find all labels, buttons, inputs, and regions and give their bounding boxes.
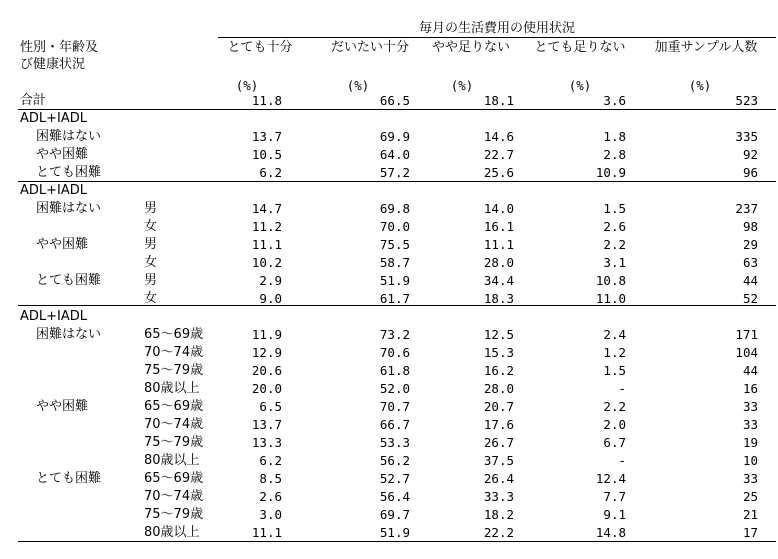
row-label-level3: 80歳以上 (144, 453, 200, 468)
column-header-somewhat-insufficient: やや足りない (431, 40, 510, 55)
row-label-level1: ADL+IADL (20, 309, 88, 324)
cell-very-insufficient: 2.0 (603, 417, 626, 432)
column-group-title: 毎月の生活費用の使用状況 (418, 21, 575, 36)
row-label-level2: やや困難 (36, 147, 89, 162)
cell-weighted-sample: 92 (742, 147, 758, 162)
cell-weighted-sample: 237 (735, 201, 758, 216)
cell-mostly-sufficient: 51.9 (379, 273, 410, 288)
cell-mostly-sufficient: 70.7 (379, 399, 410, 414)
cell-very-sufficient: 9.0 (259, 291, 282, 306)
cell-very-insufficient: 14.8 (595, 525, 626, 540)
cell-weighted-sample: 104 (735, 345, 758, 360)
row-label-level1: ADL+IADL (20, 111, 88, 126)
cell-weighted-sample: 98 (742, 219, 758, 234)
unit-label: (%) (346, 78, 370, 93)
row-label-level3: 65～69歳 (144, 327, 204, 342)
cell-weighted-sample: 44 (742, 273, 758, 288)
cell-weighted-sample: 335 (735, 129, 758, 144)
row-label-level2: 困難はない (36, 327, 102, 342)
row-label-level2: 困難はない (36, 129, 102, 144)
cell-somewhat-insufficient: 22.7 (483, 147, 514, 162)
cell-somewhat-insufficient: 25.6 (483, 165, 514, 180)
cell-very-insufficient: - (618, 381, 626, 396)
cell-very-insufficient: 2.6 (603, 219, 626, 234)
cell-somewhat-insufficient: 34.4 (483, 273, 514, 288)
cell-very-insufficient: 1.8 (603, 129, 626, 144)
cell-very-sufficient: 10.2 (251, 255, 282, 270)
cell-somewhat-insufficient: 28.0 (483, 381, 514, 396)
cell-very-insufficient: 7.7 (603, 489, 626, 504)
row-label-level3: 75～79歳 (144, 363, 204, 378)
cell-mostly-sufficient: 53.3 (379, 435, 410, 450)
cell-mostly-sufficient: 75.5 (379, 237, 410, 252)
section-divider (18, 181, 776, 182)
row-label-level2: 困難はない (36, 201, 102, 216)
cell-very-insufficient: - (618, 453, 626, 468)
cell-very-sufficient: 20.6 (251, 363, 282, 378)
cell-somewhat-insufficient: 16.2 (483, 363, 514, 378)
cell-weighted-sample: 96 (742, 165, 758, 180)
cell-very-insufficient: 6.7 (603, 435, 626, 450)
cell-very-insufficient: 1.5 (603, 363, 626, 378)
cell-very-sufficient: 11.2 (251, 219, 282, 234)
cell-mostly-sufficient: 57.2 (379, 165, 410, 180)
unit-label: (%) (235, 78, 259, 93)
unit-label: (%) (688, 78, 712, 93)
cell-very-insufficient: 12.4 (595, 471, 626, 486)
row-label-level1: ADL+IADL (20, 183, 88, 198)
cell-mostly-sufficient: 70.6 (379, 345, 410, 360)
row-label-level3: 65～69歳 (144, 399, 204, 414)
cell-weighted-sample: 523 (735, 93, 758, 108)
cell-weighted-sample: 29 (742, 237, 758, 252)
cell-weighted-sample: 33 (742, 417, 758, 432)
cell-weighted-sample: 17 (742, 525, 758, 540)
cell-somewhat-insufficient: 14.0 (483, 201, 514, 216)
cell-very-sufficient: 3.0 (259, 507, 282, 522)
cell-mostly-sufficient: 52.7 (379, 471, 410, 486)
cell-very-insufficient: 3.6 (603, 93, 626, 108)
cell-weighted-sample: 52 (742, 291, 758, 306)
cell-very-sufficient: 13.3 (251, 435, 282, 450)
cell-mostly-sufficient: 66.5 (379, 93, 410, 108)
cell-very-sufficient: 14.7 (251, 201, 282, 216)
cell-mostly-sufficient: 56.4 (379, 489, 410, 504)
cell-somewhat-insufficient: 20.7 (483, 399, 514, 414)
cell-very-insufficient: 2.2 (603, 237, 626, 252)
cell-mostly-sufficient: 66.7 (379, 417, 410, 432)
row-header-line1: 性別・年齢及 (20, 40, 99, 55)
cell-very-insufficient: 10.8 (595, 273, 626, 288)
cell-very-insufficient: 2.4 (603, 327, 626, 342)
cell-very-sufficient: 2.9 (259, 273, 282, 288)
cell-very-sufficient: 6.2 (259, 453, 282, 468)
cell-mostly-sufficient: 52.0 (379, 381, 410, 396)
cell-somewhat-insufficient: 18.1 (483, 93, 514, 108)
row-label-level3: 65～69歳 (144, 471, 204, 486)
cell-somewhat-insufficient: 33.3 (483, 489, 514, 504)
cell-very-sufficient: 6.5 (259, 399, 282, 414)
row-label-level2: やや困難 (36, 237, 89, 252)
cell-weighted-sample: 19 (742, 435, 758, 450)
row-label-level3: 女 (144, 255, 158, 270)
row-label-level1: 合計 (20, 93, 47, 108)
cell-somewhat-insufficient: 16.1 (483, 219, 514, 234)
cell-very-sufficient: 11.1 (251, 525, 282, 540)
cell-very-sufficient: 8.5 (259, 471, 282, 486)
cell-very-sufficient: 2.6 (259, 489, 282, 504)
cell-very-insufficient: 2.2 (603, 399, 626, 414)
cell-very-sufficient: 11.1 (251, 237, 282, 252)
table-rule-bottom (18, 541, 776, 542)
cell-very-insufficient: 9.1 (603, 507, 626, 522)
cell-weighted-sample: 33 (742, 471, 758, 486)
column-header-weighted-sample: 加重サンプル人数 (654, 40, 758, 55)
cell-somewhat-insufficient: 11.1 (483, 237, 514, 252)
cell-somewhat-insufficient: 18.2 (483, 507, 514, 522)
group-title-underline (218, 37, 776, 38)
cell-very-insufficient: 10.9 (595, 165, 626, 180)
cell-weighted-sample: 44 (742, 363, 758, 378)
row-label-level3: 70～74歳 (144, 345, 204, 360)
cell-mostly-sufficient: 64.0 (379, 147, 410, 162)
table-rule-top (18, 109, 776, 110)
cell-mostly-sufficient: 61.8 (379, 363, 410, 378)
row-label-level2: やや困難 (36, 399, 89, 414)
cell-very-insufficient: 1.2 (603, 345, 626, 360)
cell-weighted-sample: 25 (742, 489, 758, 504)
cell-mostly-sufficient: 69.7 (379, 507, 410, 522)
row-label-level3: 男 (144, 273, 158, 288)
unit-label: (%) (450, 78, 474, 93)
cell-mostly-sufficient: 69.8 (379, 201, 410, 216)
cell-very-sufficient: 11.9 (251, 327, 282, 342)
cell-somewhat-insufficient: 28.0 (483, 255, 514, 270)
cell-very-sufficient: 11.8 (251, 93, 282, 108)
cell-mostly-sufficient: 58.7 (379, 255, 410, 270)
cell-somewhat-insufficient: 15.3 (483, 345, 514, 360)
row-label-level2: とても困難 (36, 471, 102, 486)
cell-somewhat-insufficient: 22.2 (483, 525, 514, 540)
cell-mostly-sufficient: 70.0 (379, 219, 410, 234)
cell-mostly-sufficient: 51.9 (379, 525, 410, 540)
cell-very-sufficient: 13.7 (251, 129, 282, 144)
cell-mostly-sufficient: 73.2 (379, 327, 410, 342)
cell-mostly-sufficient: 69.9 (379, 129, 410, 144)
cell-somewhat-insufficient: 14.6 (483, 129, 514, 144)
cell-very-insufficient: 3.1 (603, 255, 626, 270)
row-label-level3: 75～79歳 (144, 507, 204, 522)
cell-somewhat-insufficient: 12.5 (483, 327, 514, 342)
cell-somewhat-insufficient: 26.7 (483, 435, 514, 450)
column-header-very-insufficient: とても足りない (534, 40, 626, 55)
cell-weighted-sample: 33 (742, 399, 758, 414)
row-label-level3: 75～79歳 (144, 435, 204, 450)
row-label-level3: 男 (144, 201, 158, 216)
cell-weighted-sample: 63 (742, 255, 758, 270)
cell-very-sufficient: 13.7 (251, 417, 282, 432)
cell-somewhat-insufficient: 18.3 (483, 291, 514, 306)
cell-very-sufficient: 12.9 (251, 345, 282, 360)
row-label-level3: 70～74歳 (144, 417, 204, 432)
row-label-level3: 女 (144, 219, 158, 234)
row-header-line2: び健康状況 (20, 57, 86, 72)
cell-weighted-sample: 171 (735, 327, 758, 342)
cell-very-insufficient: 1.5 (603, 201, 626, 216)
unit-label: (%) (568, 78, 592, 93)
cell-very-insufficient: 11.0 (595, 291, 626, 306)
cell-very-sufficient: 20.0 (251, 381, 282, 396)
cell-mostly-sufficient: 56.2 (379, 453, 410, 468)
cell-weighted-sample: 10 (742, 453, 758, 468)
cell-somewhat-insufficient: 37.5 (483, 453, 514, 468)
cell-somewhat-insufficient: 26.4 (483, 471, 514, 486)
row-label-level2: とても困難 (36, 273, 102, 288)
cell-very-sufficient: 10.5 (251, 147, 282, 162)
column-header-very-sufficient: とても十分 (227, 40, 293, 55)
cell-mostly-sufficient: 61.7 (379, 291, 410, 306)
cell-weighted-sample: 21 (742, 507, 758, 522)
row-label-level2: とても困難 (36, 165, 102, 180)
row-label-level3: 80歳以上 (144, 525, 200, 540)
row-label-level3: 70～74歳 (144, 489, 204, 504)
row-label-level3: 80歳以上 (144, 381, 200, 396)
cell-somewhat-insufficient: 17.6 (483, 417, 514, 432)
cell-weighted-sample: 16 (742, 381, 758, 396)
cell-very-insufficient: 2.8 (603, 147, 626, 162)
column-header-mostly-sufficient: だいたい十分 (330, 40, 409, 55)
cell-very-sufficient: 6.2 (259, 165, 282, 180)
row-label-level3: 女 (144, 291, 158, 306)
row-label-level3: 男 (144, 237, 158, 252)
